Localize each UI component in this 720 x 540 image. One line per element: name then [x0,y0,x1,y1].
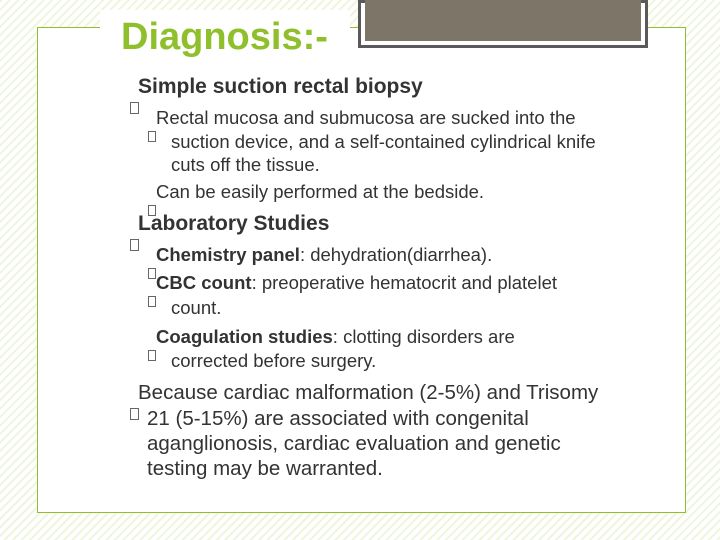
sub-bullet-rectal-mucosa: Rectal mucosa and submucosa are sucked into the [156,107,576,128]
sub-bullet-coagulation: Coagulation studies: clotting disorders are [156,326,515,347]
sub-bullet-line: corrected before surgery. [171,350,377,371]
sub-bullet-line: cuts off the tissue. [171,154,320,175]
bullet-line: testing may be warranted. [147,457,383,480]
slide-title: Diagnosis:- [121,16,328,58]
bullet-line: 21 (5-15%) are associated with congenital [147,407,529,430]
sub-bullet-line: suction device, and a self-contained cylindrical knife [171,131,596,152]
bullet-laboratory-studies: Laboratory Studies [138,212,330,235]
sub-bullet-line: count. [171,297,222,318]
bullet-line: aganglionosis, cardiac evaluation and genetic [147,432,561,455]
sub-bullet-cbc-count: CBC count: preoperative hematocrit and platelet [156,272,558,293]
bullet-simple-suction-biopsy: Simple suction rectal biopsy [138,75,423,98]
bullet-cardiac-malformation: Because cardiac malformation (2-5%) and Trisomy [138,381,599,404]
sub-bullet-chemistry-panel: Chemistry panel: dehydration(diarrhea). [156,244,493,265]
sub-bullet-bedside: Can be easily performed at the bedside. [156,181,485,202]
